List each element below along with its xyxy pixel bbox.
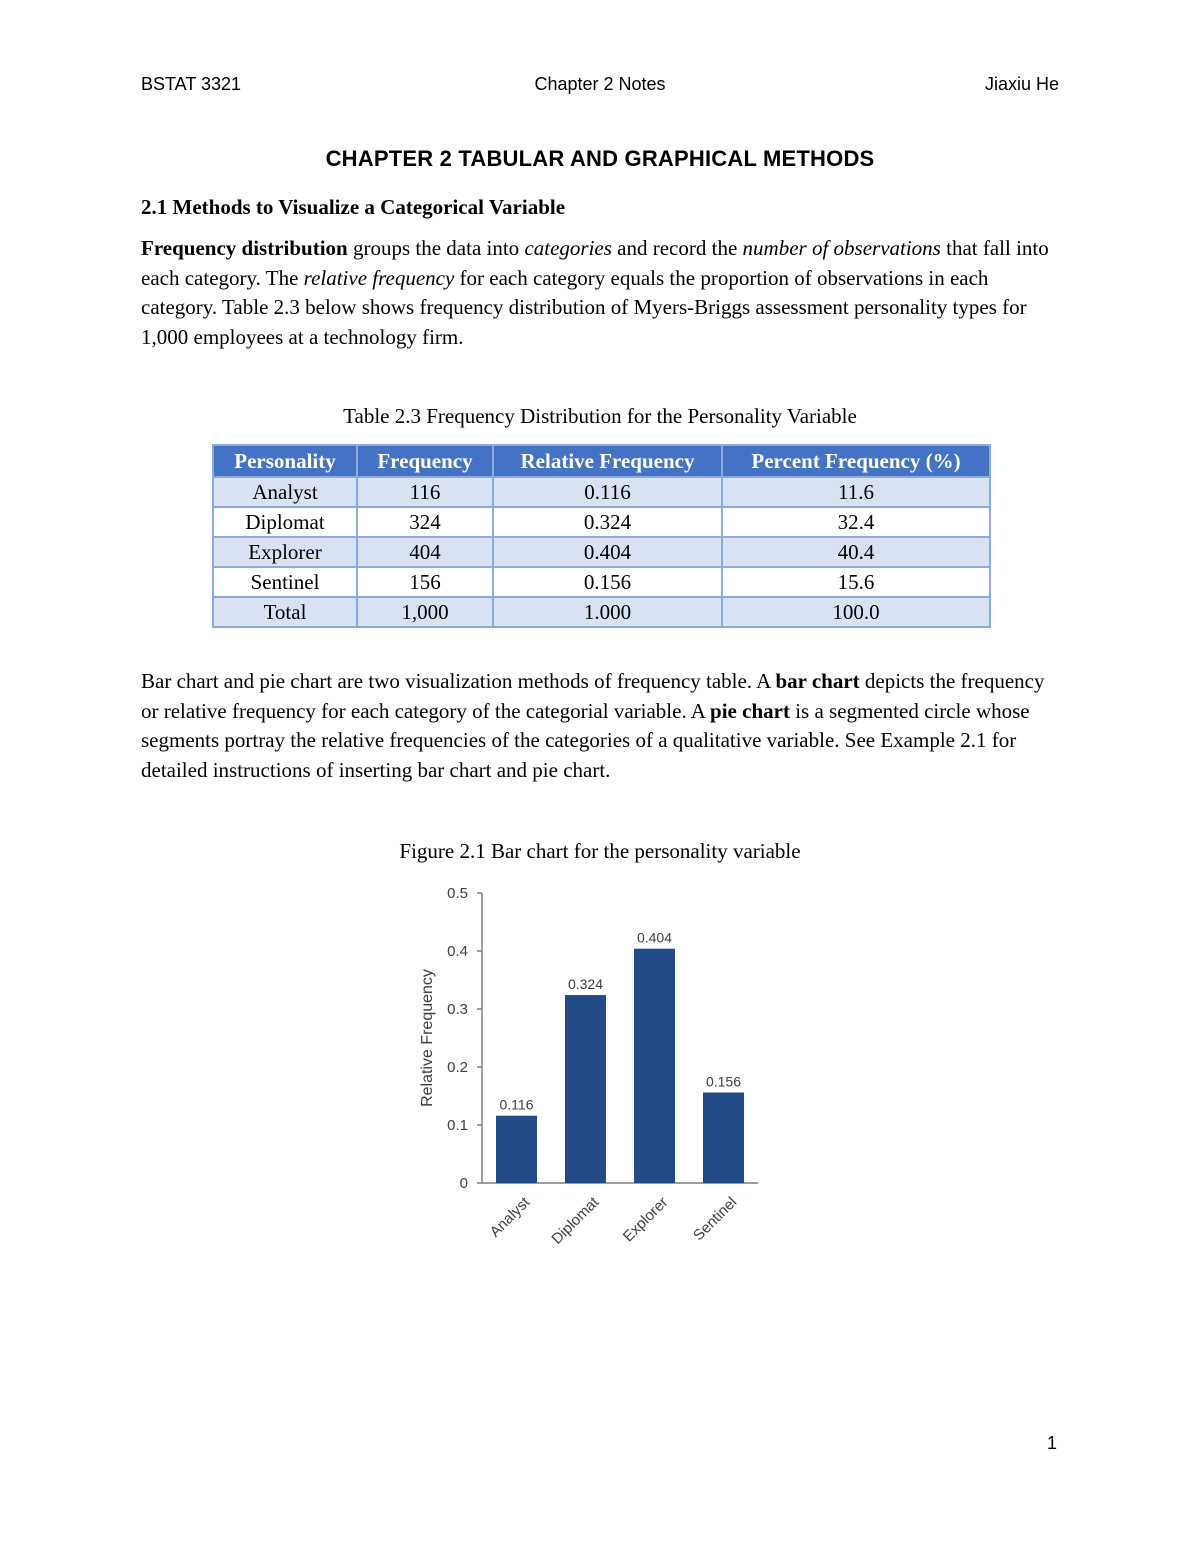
- para1-text-4: for each category equals the proportion of observations in each category. Table 2.3 below shows frequency distribution of Myers-Briggs assessment personality types for 1,000 employees at a technology firm.: [141, 265, 1027, 349]
- term-number-of-observations: number of observations: [742, 236, 941, 260]
- y-tick-label: 0: [459, 1175, 468, 1192]
- cell-relative-frequency: 0.324: [493, 507, 722, 537]
- table-row: [213, 537, 990, 567]
- x-tick-label: Explorer: [619, 1193, 672, 1246]
- cell-percent-frequency: 40.4: [722, 537, 990, 567]
- cell-frequency: 404: [357, 537, 493, 567]
- cell-frequency: 116: [357, 477, 493, 507]
- table-header-row: [213, 445, 990, 477]
- x-tick-label: Diplomat: [548, 1193, 603, 1248]
- page-number: 1: [1046, 1433, 1057, 1453]
- para2-text-3: is a segmented circle whose segments portray the relative frequencies of the categories of a qualitative variable. See Example 2.1 for detailed instructions of inserting bar chart and pie chart.: [141, 698, 1030, 782]
- figure-caption: Figure 2.1 Bar chart for the personality variable: [399, 839, 801, 863]
- header-percent-frequency: Percent Frequency (%): [722, 445, 990, 477]
- bar-chart: [400, 875, 780, 1255]
- header-course: BSTAT 3321: [141, 74, 242, 94]
- y-tick-label: 0.2: [447, 1059, 468, 1076]
- header-frequency: Frequency: [357, 445, 493, 477]
- cell-frequency: 156: [357, 567, 493, 597]
- paragraph-bar-pie-chart: [141, 667, 1066, 785]
- cell-frequency: 324: [357, 507, 493, 537]
- header-personality: Personality: [213, 445, 357, 477]
- cell-personality: Total: [213, 597, 357, 627]
- term-pie-chart: pie chart: [710, 698, 790, 723]
- data-label: 0.324: [567, 976, 604, 993]
- y-tick-label: 0.5: [447, 885, 468, 902]
- para1-text-2: and record the: [611, 236, 743, 260]
- cell-personality: Sentinel: [213, 567, 357, 597]
- cell-percent-frequency: 100.0: [722, 597, 990, 627]
- section-heading: 2.1 Methods to Visualize a Categorical Variable: [141, 195, 566, 219]
- cell-personality: Analyst: [213, 477, 357, 507]
- bar-analyst: [496, 1116, 537, 1183]
- paragraph-frequency-distribution: [141, 234, 1066, 352]
- table-row: [213, 567, 990, 597]
- cell-relative-frequency: 1.000: [493, 597, 722, 627]
- para1-text-1: groups the data into: [347, 236, 525, 260]
- page-title: CHAPTER 2 TABULAR AND GRAPHICAL METHODS: [325, 146, 875, 171]
- table-row: [213, 507, 990, 537]
- term-frequency-distribution: Frequency distribution: [141, 236, 348, 260]
- header-relative-frequency: Relative Frequency: [493, 445, 722, 477]
- x-tick-label: Sentinel: [689, 1193, 741, 1245]
- y-tick-label: 0.4: [447, 943, 468, 960]
- y-tick-label: 0.1: [447, 1117, 468, 1134]
- cell-relative-frequency: 0.156: [493, 567, 722, 597]
- para1-text-3: that fall into each category. The: [141, 236, 1049, 290]
- table-row: [213, 477, 990, 507]
- para2-text-2: depicts the frequency or relative frequency for each category of the categorial variable. A: [141, 669, 1045, 723]
- para2-text-1: Bar chart and pie chart are two visualization methods of frequency table. A: [141, 669, 776, 693]
- data-label: 0.116: [499, 1096, 534, 1113]
- y-axis-title: Relative Frequency: [419, 969, 436, 1107]
- table-total-row: [213, 597, 990, 627]
- header-chapter: Chapter 2 Notes: [534, 74, 666, 94]
- bar-diplomat: [565, 995, 606, 1183]
- data-label: 0.156: [705, 1073, 742, 1090]
- cell-frequency: 1,000: [357, 597, 493, 627]
- data-label: 0.404: [636, 929, 673, 946]
- cell-relative-frequency: 0.116: [493, 477, 722, 507]
- term-categories: categories: [524, 236, 612, 260]
- bar-explorer: [634, 949, 675, 1183]
- term-relative-frequency: relative frequency: [303, 265, 455, 290]
- cell-percent-frequency: 15.6: [722, 567, 990, 597]
- header-author: Jiaxiu He: [984, 74, 1059, 94]
- cell-personality: Explorer: [213, 537, 357, 567]
- y-tick-label: 0.3: [447, 1001, 468, 1018]
- table-caption: Table 2.3 Frequency Distribution for the Personality Variable: [343, 404, 857, 428]
- cell-percent-frequency: 11.6: [722, 477, 990, 507]
- frequency-table: [212, 444, 991, 628]
- cell-relative-frequency: 0.404: [493, 537, 722, 567]
- cell-personality: Diplomat: [213, 507, 357, 537]
- bar-sentinel: [703, 1093, 744, 1183]
- term-bar-chart: bar chart: [775, 669, 860, 693]
- cell-percent-frequency: 32.4: [722, 507, 990, 537]
- x-tick-label: Analyst: [486, 1193, 534, 1241]
